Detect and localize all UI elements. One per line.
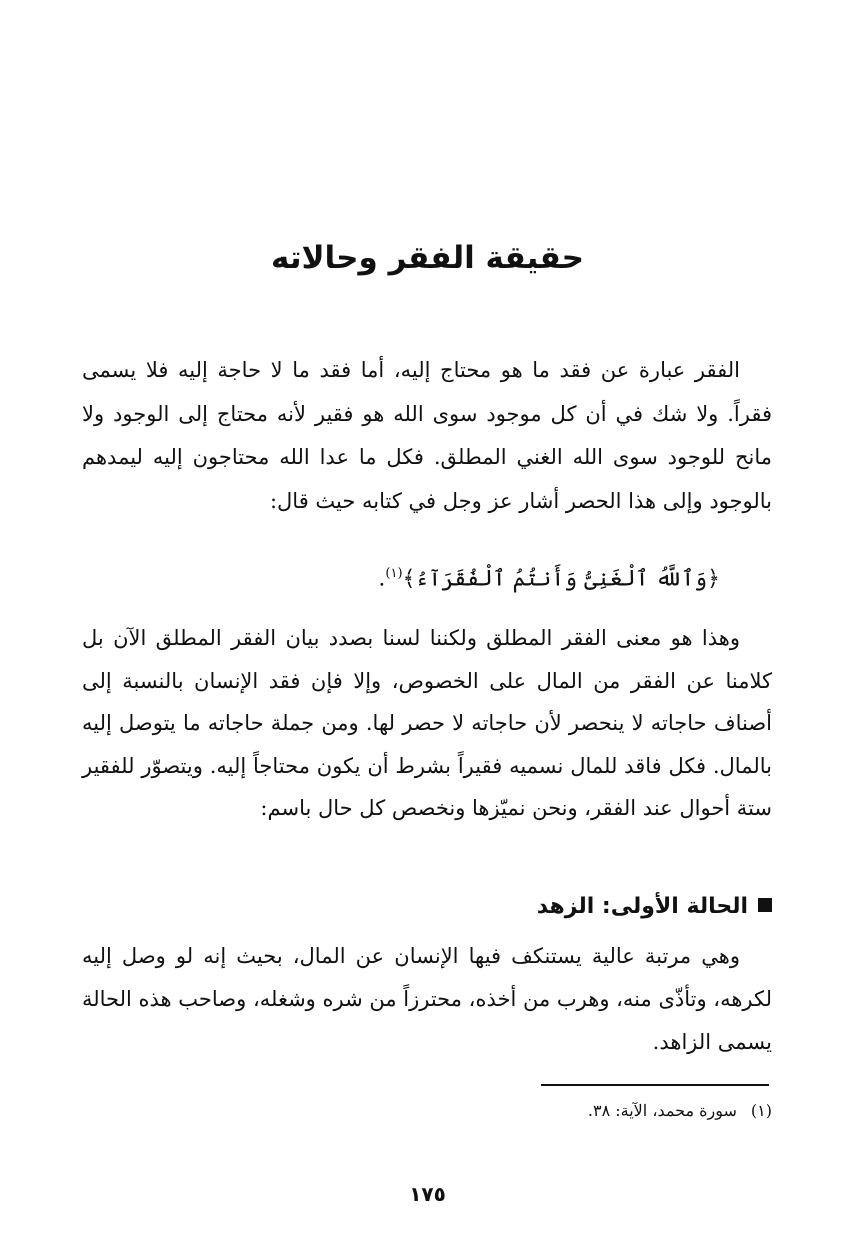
paragraph-zuhd: وهي مرتبة عالية يستنكف فيها الإنسان عن المال، بحيث إنه لو وصل إليه لكرهه، وتأذّى منه، وهرب من أخذه، محترزاً من شره وشغله، وصاحب هذه الحالة يسمى الزاهد.	[82, 944, 772, 1054]
footnote-number: (١)	[750, 1101, 772, 1120]
verse-text: ﴿وَٱللَّهُ ٱلْغَنِىُّ وَأَنتُمُ ٱلْفُقَرَآءُ﴾	[402, 566, 720, 592]
section-heading	[82, 887, 772, 927]
footnote-ref: (١)	[385, 566, 403, 581]
quran-verse	[82, 552, 720, 601]
footnote-text: سورة محمد، الآية: ٣٨.	[587, 1101, 737, 1120]
verse-end: .	[378, 566, 386, 592]
square-bullet-icon	[758, 898, 772, 912]
footnote-divider	[541, 1084, 769, 1086]
chapter-title: حقيقة الفقر وحالاته	[271, 240, 584, 276]
paragraph-absolute-poverty: وهذا هو معنى الفقر المطلق ولكننا لسنا بصدد بيان الفقر المطلق الآن بل كلامنا عن الفقر من المال على الخصوص، وإلا فإن فقد الإنسان بالنسبة إلى أصناف حاجاته لا ينحصر لأن حاجاته لا حصر لها. ومن جملة حاجاته ما يتوصل إليه بالمال. فكل فاقد للمال نسميه فقيراً بشرط أن يكون محتاجاً إليه. ويتصوّر للفقير ستة أحوال عند الفقر، ونحن نميّزها ونخصص كل حال باسم:	[82, 626, 772, 820]
page-number: ١٧٥	[409, 1182, 446, 1206]
footnote	[82, 1095, 772, 1127]
section-heading-text: الحالة الأولى: الزهد	[536, 894, 748, 919]
paragraph-definition: الفقر عبارة عن فقد ما هو محتاج إليه، أما فقد ما لا حاجة إليه فلا يسمى فقراً. ولا شك في أن كل موجود سوى الله هو فقير لأنه محتاج إلى الوجود ولا مانح للوجود سوى الله الغني المطلق. فكل ما عدا الله محتاجون إليه ليمدهم بالوجود وإلى هذا الحصر أشار عز وجل في كتابه حيث قال:	[82, 358, 772, 513]
